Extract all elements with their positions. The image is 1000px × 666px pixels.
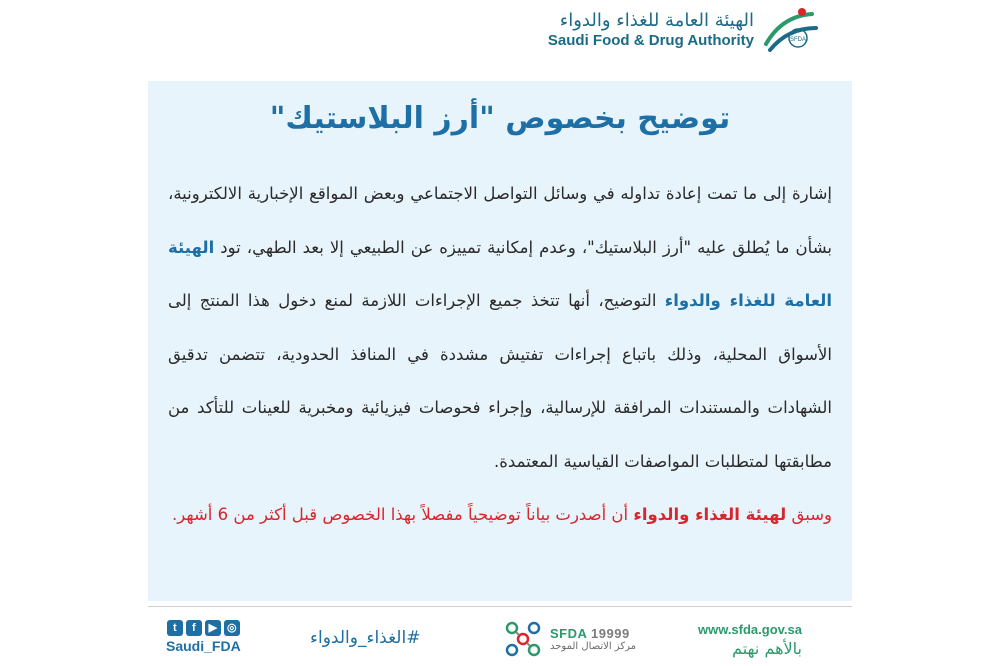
slogan: بالأهم نهتم: [732, 639, 802, 658]
instagram-icon[interactable]: ◎: [224, 620, 240, 636]
twitter-icon[interactable]: t: [167, 620, 183, 636]
paragraph-2-text-b: أن أصدرت بياناً توضيحياً مفصلاً بهذا الخصوص قبل أكثر من 6 أشهر.: [172, 505, 634, 524]
footer-divider: [148, 606, 852, 607]
paragraph-2-text-a: وسبق: [786, 505, 832, 524]
statement-body: [168, 167, 832, 542]
logo-text: [548, 10, 754, 50]
org-name-ar: الهيئة العامة للغذاء والدواء: [559, 10, 754, 31]
call-center-ar: مركز الاتصال الموحد: [550, 641, 636, 652]
statement-title: توضيح بخصوص "أرز البلاستيك": [269, 101, 731, 136]
statement-panel: [148, 81, 852, 601]
youtube-icon[interactable]: ▶: [205, 620, 221, 636]
website-block: [698, 622, 802, 658]
sfda-logo: [548, 6, 820, 54]
call-center-number[interactable]: 19999: [591, 626, 630, 641]
org-name-highlight: الهيئة العامة للغذاء والدواء: [168, 237, 832, 310]
paragraph-1-text-b: التوضيح، أنها تتخذ جميع الإجراءات اللازمة لمنع دخول هذا المنتج إلى الأسواق المحلية، وذلك باتباع إجراءات تفتيش مشددة في المنافذ الحدودية، تتضمن تدقيق الشهادات والمستندات المرافقة للإرسالية، وإجراء فحوصات فيزيائية ومخبرية للعينات للتأكد من مطابقتها لمتطلبات المواصفات القياسية المعتمدة.: [168, 291, 832, 471]
call-center-label: SFDA: [550, 626, 587, 641]
social-handle[interactable]: Saudi_FDA: [166, 638, 241, 654]
org-name-en: Saudi Food & Drug Authority: [547, 32, 754, 49]
facebook-icon[interactable]: f: [186, 620, 202, 636]
call-center-text: [550, 626, 636, 652]
paragraph-2: [168, 488, 832, 542]
paragraph-1-text-a: إشارة إلى ما تمت إعادة تداوله في وسائل التواصل الاجتماعي وبعض المواقع الإخبارية الالكترونية، بشأن ما يُطلق عليه "أرز البلاستيك"، وعدم إمكانية تمييزه عن الطبيعي إلا بعد الطهي، تود: [168, 184, 832, 257]
website-link[interactable]: www.sfda.gov.sa: [697, 622, 802, 637]
footer: [148, 612, 852, 666]
org-name-highlight-red: لهيئة الغذاء والدواء: [633, 505, 787, 524]
sfda-emblem-icon: [762, 6, 820, 54]
social-icons: [166, 620, 241, 636]
call-center: [504, 620, 636, 658]
hashtag: #الغذاء_والدواء: [310, 628, 421, 648]
paragraph-1: [168, 167, 832, 488]
social-links: [166, 620, 241, 654]
logo-mark-text: SFDA: [789, 37, 807, 43]
call-center-icon: [504, 620, 542, 658]
